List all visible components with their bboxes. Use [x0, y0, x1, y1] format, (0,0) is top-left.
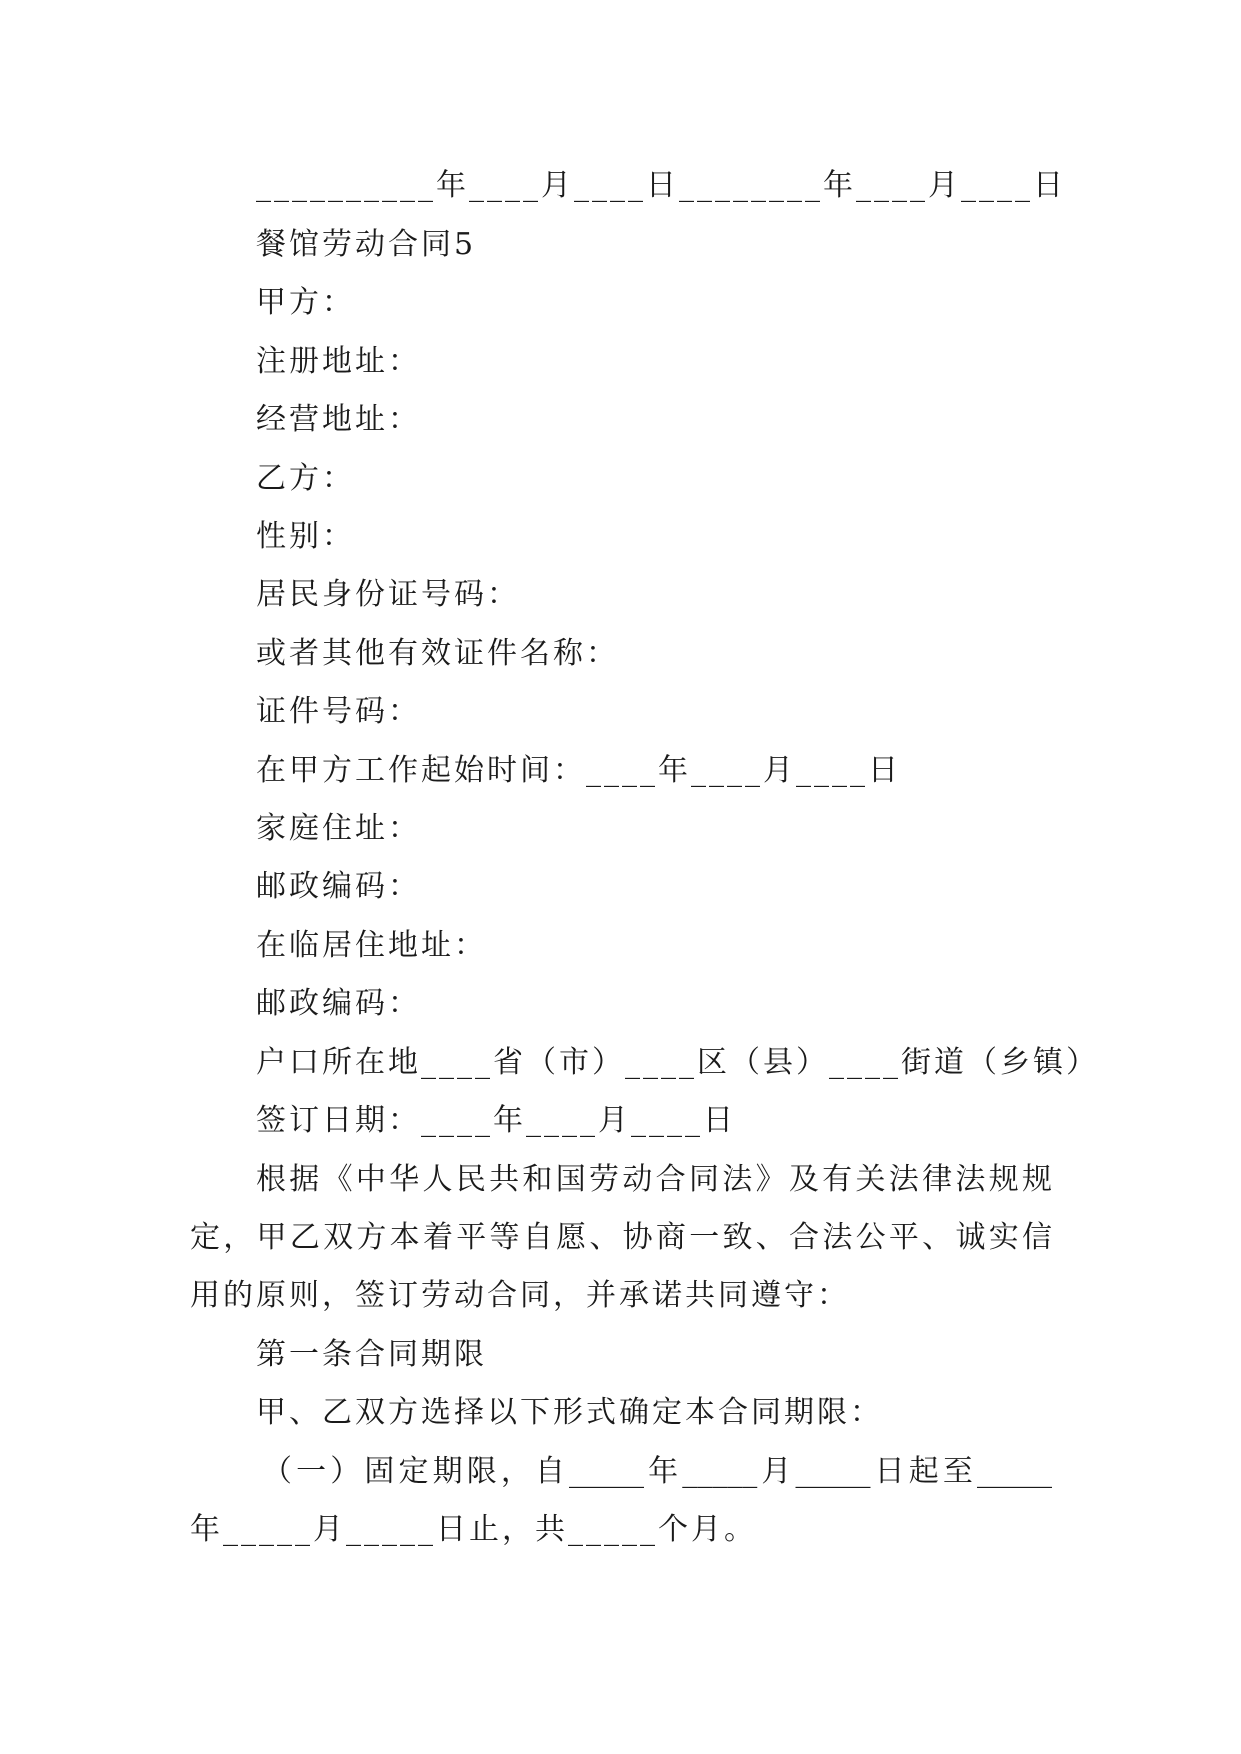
paragraph-line: 甲、乙双方选择以下形式确定本合同期限：: [256, 1395, 883, 1430]
article-heading: 第一条合同期限: [256, 1337, 487, 1372]
party-a-label: 甲方：: [256, 285, 355, 320]
signing-date-line: 签订日期：____年____月____日: [256, 1103, 736, 1138]
other-id-name-label: 或者其他有效证件名称：: [256, 636, 619, 671]
start-date-line: 在甲方工作起始时间：____年____月____日: [256, 753, 901, 788]
paragraph-line: 根据《中华人民共和国劳动合同法》及有关法律法规规: [256, 1162, 1052, 1197]
registered-address-label: 注册地址：: [256, 344, 421, 379]
business-address-label: 经营地址：: [256, 402, 421, 437]
home-address-label: 家庭住址：: [256, 811, 421, 846]
party-b-label: 乙方：: [256, 461, 355, 496]
signature-date-line: __________年____月____日________年____月____日: [256, 168, 1066, 203]
fixed-term-line: （一）固定期限，自_____年_____月_____日起至_____: [262, 1454, 1052, 1489]
temporary-address-label: 在临居住地址：: [256, 928, 487, 963]
id-number-label: 居民身份证号码：: [256, 577, 520, 612]
paragraph-line: 用的原则，签订劳动合同，并承诺共同遵守：: [190, 1278, 850, 1313]
paragraph-line: 定，甲乙双方本着平等自愿、协商一致、合法公平、诚实信: [190, 1220, 1052, 1255]
postal-code-label-2: 邮政编码：: [256, 986, 421, 1021]
contract-title: 餐馆劳动合同5: [256, 227, 477, 262]
household-registration-line: 户口所在地____省（市）____区（县）____街道（乡镇）: [256, 1045, 1099, 1080]
gender-label: 性别：: [256, 519, 355, 554]
postal-code-label: 邮政编码：: [256, 869, 421, 904]
certificate-number-label: 证件号码：: [256, 694, 421, 729]
fixed-term-line-2: 年_____月_____日止，共_____个月。: [190, 1512, 757, 1547]
